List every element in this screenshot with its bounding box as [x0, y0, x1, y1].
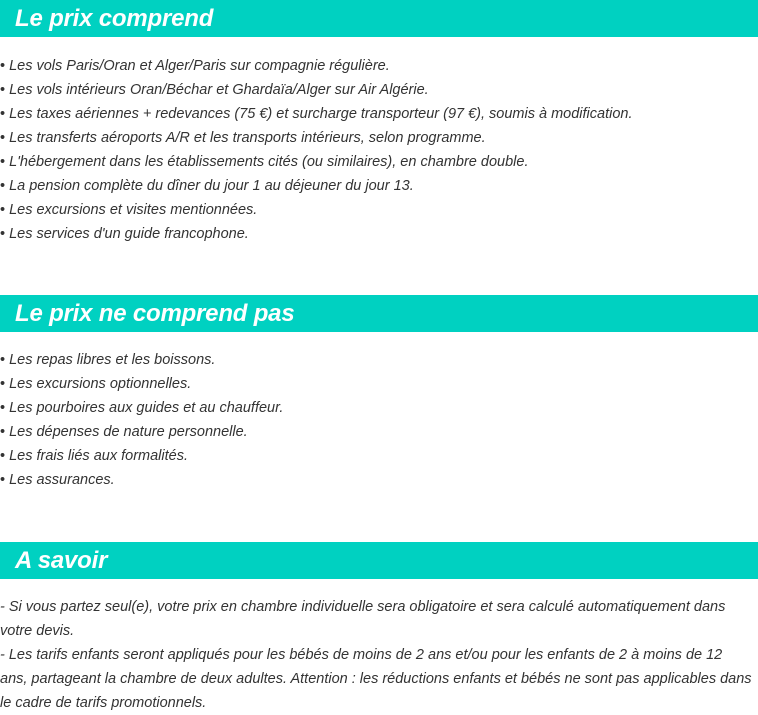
excluded-title: Le prix ne comprend pas — [15, 299, 295, 327]
list-item — [0, 348, 758, 372]
list-item — [0, 198, 758, 222]
info-title: A savoir — [15, 546, 108, 574]
list-item-text: Les taxes aériennes + redevances (75 €) et surcharge transporteur (97 €), soumis à modification. — [9, 106, 633, 122]
list-item — [0, 78, 758, 102]
list-item-text: Les repas libres et les boissons. — [9, 352, 216, 368]
bullet-icon: • — [0, 400, 6, 416]
info-header — [0, 542, 758, 579]
bullet-icon: • — [0, 424, 6, 440]
list-item-text: Les excursions optionnelles. — [9, 376, 192, 392]
info-notes — [0, 595, 758, 715]
included-header — [0, 0, 758, 37]
list-item-text: Les transferts aéroports A/R et les transports intérieurs, selon programme. — [9, 130, 486, 146]
list-item — [0, 468, 758, 492]
bullet-icon: • — [0, 472, 6, 488]
bullet-icon: • — [0, 376, 6, 392]
included-section — [0, 0, 758, 246]
bullet-icon: • — [0, 154, 6, 170]
list-item — [0, 126, 758, 150]
bullet-icon: • — [0, 226, 6, 242]
bullet-icon: • — [0, 448, 6, 464]
list-item-text: Les dépenses de nature personnelle. — [9, 424, 248, 440]
list-item-text: La pension complète du dîner du jour 1 au déjeuner du jour 13. — [9, 178, 414, 194]
list-item — [0, 54, 758, 78]
list-item-text: L'hébergement dans les établissements cités (ou similaires), en chambre double. — [9, 154, 529, 170]
bullet-icon: • — [0, 82, 6, 98]
bullet-icon: • — [0, 130, 6, 146]
excluded-header — [0, 295, 758, 332]
info-section — [0, 542, 758, 715]
bullet-icon: • — [0, 58, 6, 74]
list-item-text: Les pourboires aux guides et au chauffeur. — [9, 400, 284, 416]
list-item-text: Les frais liés aux formalités. — [9, 448, 188, 464]
excluded-section — [0, 295, 758, 492]
bullet-icon: • — [0, 178, 6, 194]
bullet-icon: • — [0, 352, 6, 368]
excluded-list — [0, 348, 758, 492]
list-item — [0, 174, 758, 198]
list-item-text: Les services d'un guide francophone. — [9, 226, 249, 242]
info-note-children-rates: - Les tarifs enfants seront appliqués pour les bébés de moins de 2 ans et/ou pour les enfants de 2 à moins de 12 ans, partageant la chambre de deux adultes. Attention : les réductions enfants et bébés ne sont pas applicables dans le cadre de tarifs promotionnels. — [0, 647, 752, 711]
bullet-icon: • — [0, 106, 6, 122]
list-item-text: Les excursions et visites mentionnées. — [9, 202, 258, 218]
list-item — [0, 372, 758, 396]
list-item — [0, 444, 758, 468]
list-item — [0, 102, 758, 126]
bullet-icon: • — [0, 202, 6, 218]
list-item-text: Les vols Paris/Oran et Alger/Paris sur compagnie régulière. — [9, 58, 390, 74]
list-item — [0, 396, 758, 420]
list-item — [0, 222, 758, 246]
list-item — [0, 150, 758, 174]
list-item-text: Les assurances. — [9, 472, 115, 488]
list-item-text: Les vols intérieurs Oran/Béchar et Ghardaïa/Alger sur Air Algérie. — [9, 82, 429, 98]
info-note-single-room: - Si vous partez seul(e), votre prix en chambre individuelle sera obligatoire et sera calculé automatiquement dans votre devis. — [0, 599, 726, 639]
list-item — [0, 420, 758, 444]
included-list — [0, 54, 758, 246]
included-title: Le prix comprend — [15, 4, 214, 32]
